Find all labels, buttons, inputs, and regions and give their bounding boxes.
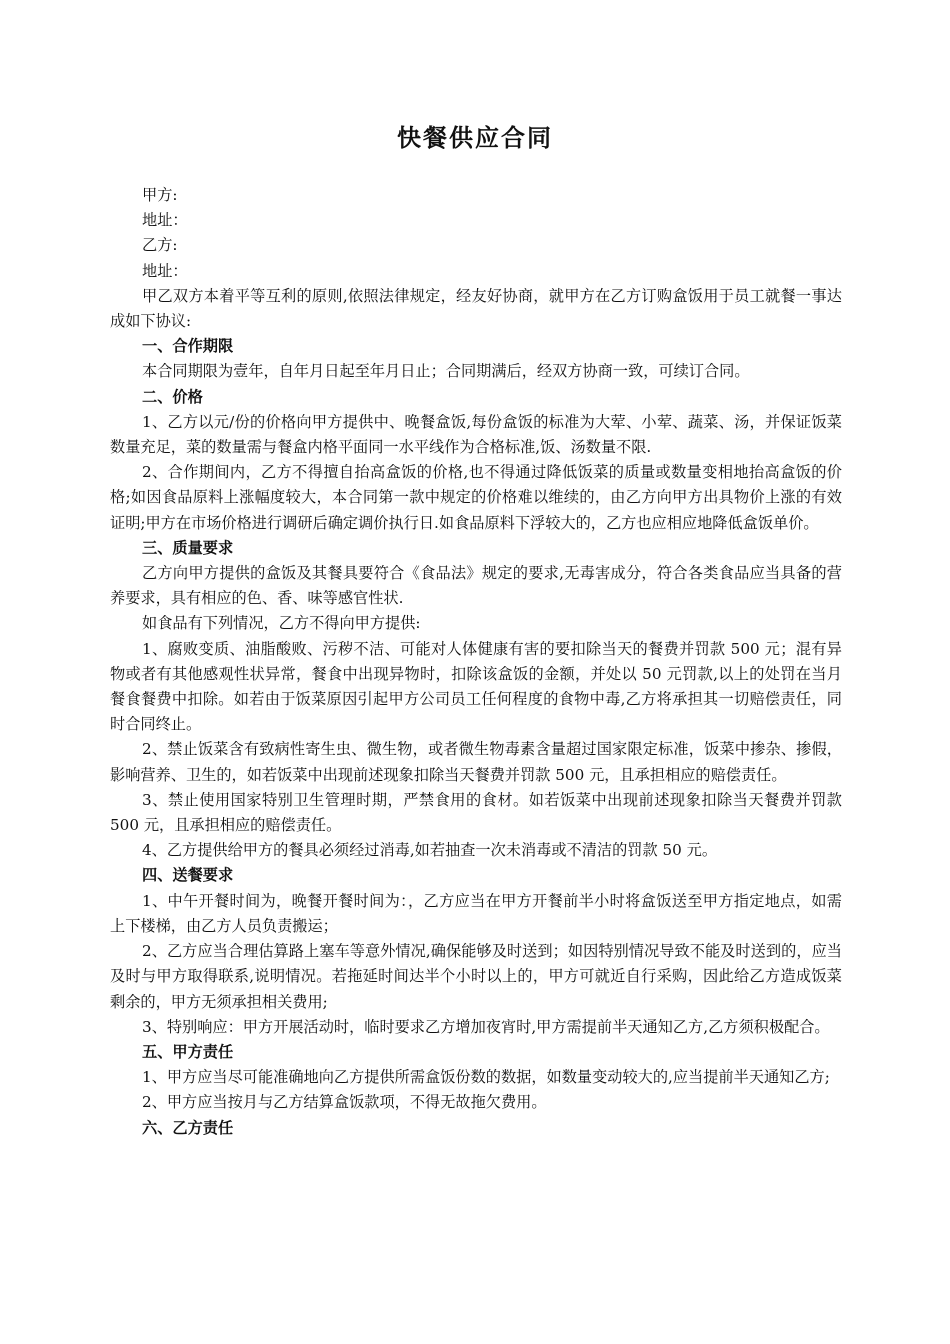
party-b-line: 乙方:	[142, 236, 178, 255]
section-heading-price: 二、价格	[142, 387, 203, 406]
party-a-address-line: 地址：	[142, 211, 188, 230]
party-a-duties-paragraph-1: 1、甲方应当尽可能准确地向乙方提供所需盒饭份数的数据，如数量变动较大的,应当提前半天通知乙方;	[142, 1068, 830, 1087]
section-heading-term: 一、合作期限	[142, 337, 234, 356]
quality-paragraph-4: 2、禁止饭菜含有致病性寄生虫、微生物，或者微生物毒素含量超过国家限定标准，饭菜中掺杂、掺假，影响营养、卫生的，如若饭菜中出现前述现象扣除当天餐费并罚款 500 元，且承担相应的赔偿责任。	[110, 740, 842, 784]
price-paragraph-2: 2、合作期间内，乙方不得擅自抬高盒饭的价格,也不得通过降低饭菜的质量或数量变相地抬高盒饭的价格;如因食品原料上涨幅度较大，本合同第一款中规定的价格难以维续的，由乙方向甲方出具物价上涨的有效证明;甲方在市场价格进行调研后确定调价执行日.如食品原料下浮较大的，乙方也应相应地降低盒饭单价。	[110, 463, 842, 532]
quality-paragraph-3: 1、腐败变质、油脂酸败、污秽不洁、可能对人体健康有害的要扣除当天的餐费并罚款 500 元；混有异物或者有其他感观性状异常，餐食中出现异物时，扣除该盒饭的金额，并处以 50 元罚款,以上的处罚在当月餐食餐费中扣除。如若由于饭菜原因引起甲方公司员工任何程度的食物中毒,乙方将承担其一切赔偿责任，同时合同终止。	[110, 639, 842, 734]
section-heading-party-a-duties: 五、甲方责任	[142, 1042, 234, 1061]
section-heading-delivery: 四、送餐要求	[142, 866, 234, 885]
quality-paragraph-6: 4、乙方提供给甲方的餐具必须经过消毒,如若抽查一次未消毒或不清洁的罚款 50 元。	[142, 841, 718, 860]
document-title: 快餐供应合同	[397, 124, 553, 152]
party-a-duties-paragraph-2: 2、甲方应当按月与乙方结算盒饭款项，不得无故拖欠费用。	[142, 1093, 547, 1112]
party-b-address-line: 地址：	[142, 261, 188, 280]
quality-paragraph-1: 乙方向甲方提供的盒饭及其餐具要符合《食品法》规定的要求,无毒害成分，符合各类食品应当具备的营养要求，具有相应的色、香、味等感官性状.	[110, 564, 842, 608]
delivery-paragraph-1: 1、中午开餐时间为，晚餐开餐时间为：，乙方应当在甲方开餐前半小时将盒饭送至甲方指定地点，如需上下楼梯，由乙方人员负责搬运；	[110, 891, 842, 935]
delivery-paragraph-3: 3、特别响应：甲方开展活动时，临时要求乙方增加夜宵时,甲方需提前半天通知乙方,乙方须积极配合。	[142, 1017, 830, 1036]
section-heading-party-b-duties: 六、乙方责任	[142, 1118, 234, 1137]
price-paragraph-1: 1、乙方以元/份的价格向甲方提供中、晚餐盒饭,每份盒饭的标准为大荤、小荤、蔬菜、汤，并保证饭菜数量充足，菜的数量需与餐盒内格平面同一水平线作为合格标准,饭、汤数量不限.	[110, 412, 842, 457]
document-body	[110, 183, 842, 1141]
quality-paragraph-2: 如食品有下列情况，乙方不得向甲方提供:	[142, 614, 421, 633]
section-heading-quality: 三、质量要求	[142, 538, 234, 557]
term-paragraph: 本合同期限为壹年，自年月日起至年月日止；合同期满后，经双方协商一致，可续订合同。	[142, 362, 750, 381]
quality-paragraph-5: 3、禁止使用国家特别卫生管理时期，严禁食用的食材。如若饭菜中出现前述现象扣除当天餐费并罚款 500 元，且承担相应的赔偿责任。	[110, 790, 842, 835]
delivery-paragraph-2: 2、乙方应当合理估算路上塞车等意外情况,确保能够及时送到；如因特别情况导致不能及时送到的，应当及时与甲方取得联系,说明情况。若拖延时间达半个小时以上的，甲方可就近自行采购，因此给乙方造成饭菜剩余的，甲方无须承担相关费用;	[110, 942, 842, 1011]
party-a-line: 甲方:	[142, 186, 178, 204]
intro-paragraph: 甲乙双方本着平等互利的原则,依照法律规定，经友好协商，就甲方在乙方订购盒饭用于员工就餐一事达成如下协议:	[110, 286, 842, 331]
